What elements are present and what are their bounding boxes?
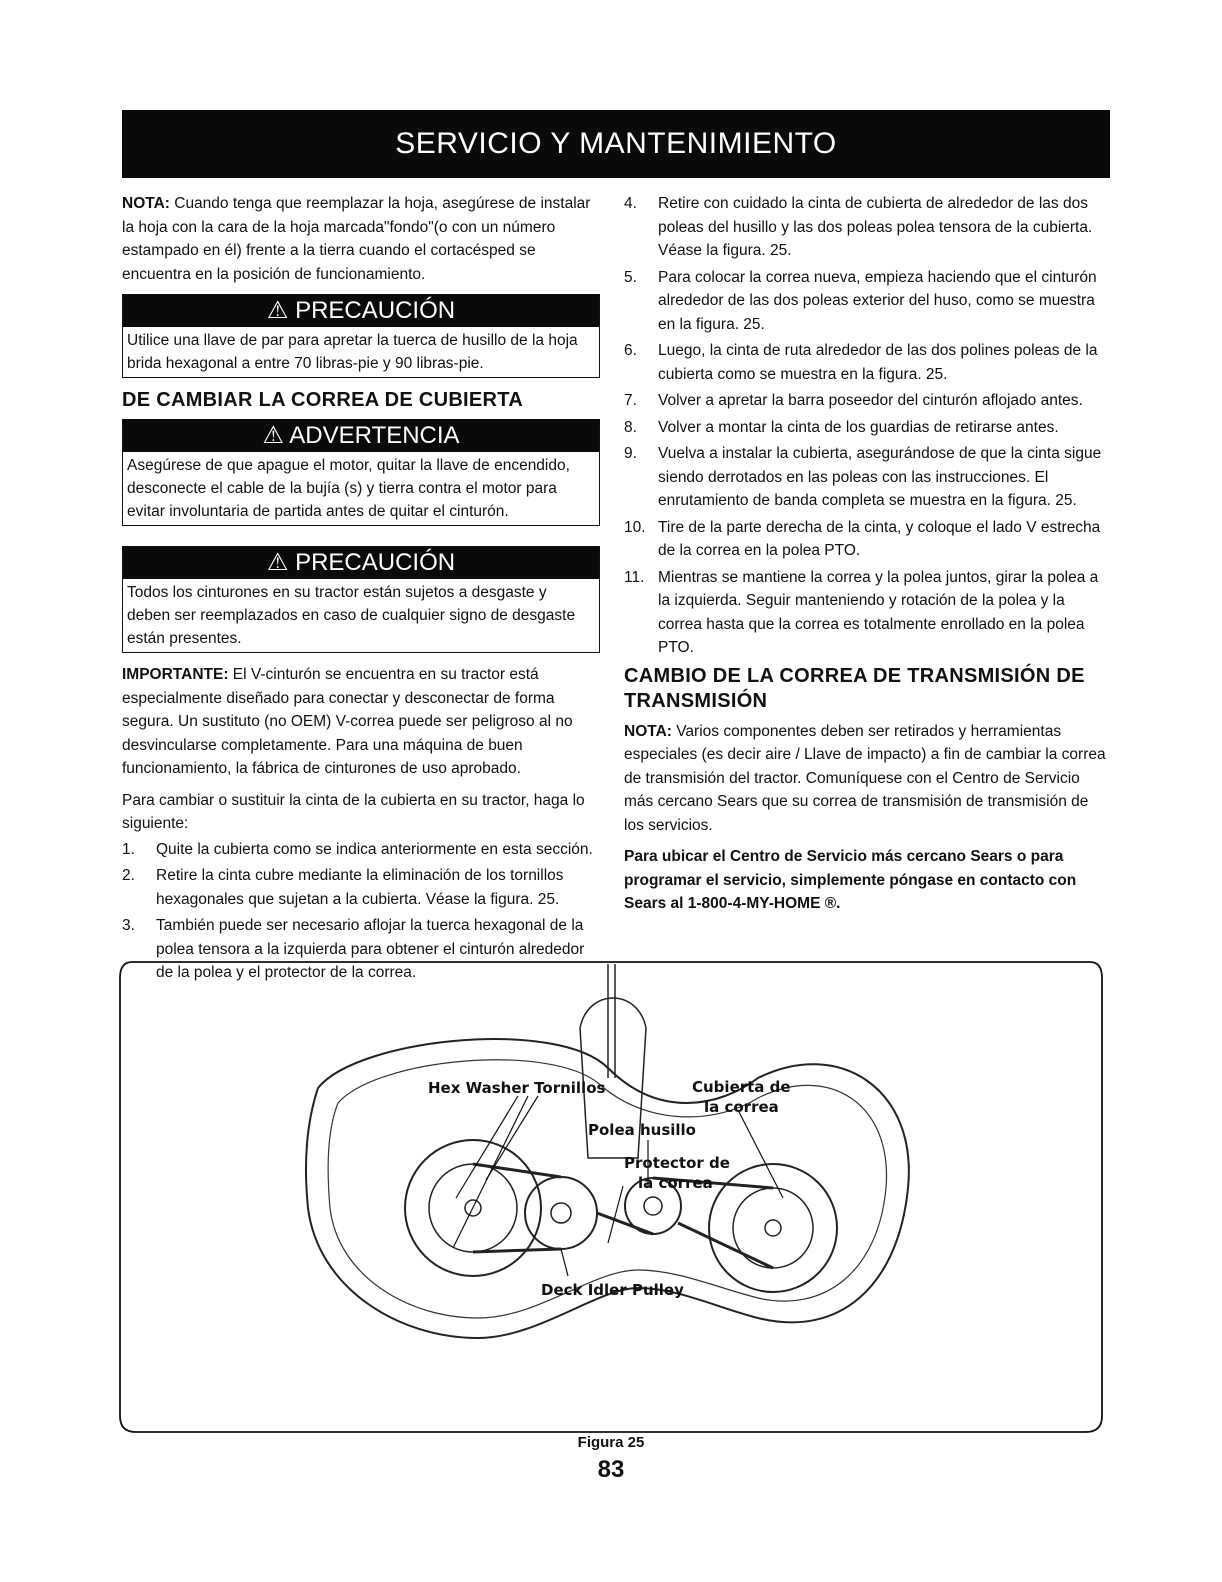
leader-line: [608, 1186, 623, 1243]
figure-caption: Figura 25: [577, 1434, 645, 1451]
important-label: IMPORTANTE:: [122, 666, 229, 683]
section-heading-deck-belt: DE CAMBIAR LA CORREA DE CUBIERTA: [122, 389, 524, 411]
page-number: 83: [597, 1456, 625, 1483]
list-item: 2. Retire la cinta cubre mediante la eliminación de los tornillos hexagonales que sujetan a la cubierta. Véase la figura. 25.: [122, 867, 564, 908]
list-item: 3. También puede ser necesario aflojar la tuerca hexagonal de la polea tensora a la izquierda para obtener el cinturón alrededor de la polea y el protector de la correa.: [122, 917, 585, 981]
note-text: Cuando tenga que reemplazar la hoja, asegúrese de instalar la hoja con la cara de la hoja marcada"fondo"(o con un número estampado en él) frente a la tierra cuando el cortacésped se encuentra en la posición de funcionamiento.: [122, 195, 591, 283]
caution-box-1: [122, 294, 600, 378]
list-item: 4. Retire con cuidado la cinta de cubierta de alrededor de las dos poleas del husillo y las dos poleas polea tensora de la cubierta. Véase la figura. 25.: [624, 195, 1093, 259]
idler-hub-left: [551, 1203, 571, 1223]
warning-text: Asegúrese de que apague el motor, quitar la llave de encendido, desconecte el cable de la bujía (s) y tierra contra el motor para evitar involuntaria de partida antes de quitar el cinturón.: [127, 457, 570, 520]
note-label: NOTA:: [624, 722, 672, 740]
idler-pulley-left: [525, 1177, 597, 1249]
caution-title-2: ⚠ PRECAUCIÓN: [123, 547, 599, 579]
section-banner: SERVICIO Y MANTENIMIENTO: [122, 110, 1110, 178]
label-protector-2: la correa: [638, 1174, 713, 1192]
list-item: 7. Volver a apretar la barra poseedor del cinturón aflojado antes.: [624, 392, 1083, 409]
important-text: El V-cinturón se encuentra en su tractor está especialmente diseñado para conectar y desconectar de forma segura. Un sustituto (no OEM) V-correa puede ser peligroso al no desvincularse completamente. Para una máquina de buen funcionamiento, la fábrica de cinturones de uso aprobado.: [122, 666, 573, 777]
label-hex-washer: Hex Washer Tornillos: [428, 1079, 606, 1097]
label-cubierta-1: Cubierta de: [692, 1078, 791, 1096]
intro-paragraph: Para cambiar o sustituir la cinta de la cubierta en su tractor, haga lo siguiente:: [122, 791, 585, 832]
note-text: Varios componentes deben ser retirados y herramientas especiales (es decir aire / Llave de impacto) a fin de cambiar la correa de transmisión del tractor. Comuníquese con el Centro de Servicio más cercano Sears que su correa de transmisión de transmisión de los servicios.: [624, 722, 1106, 834]
section-heading-drive-belt: CAMBIO DE LA CORREA DE TRANSMISIÓN DE TRANSMISIÓN: [624, 664, 1085, 712]
list-item: 10. Tire de la parte derecha de la cinta, y coloque el lado V estrecha de la correa en la polea PTO.: [624, 518, 1101, 559]
steps-list-right: [624, 192, 1110, 660]
label-protector-1: Protector de: [624, 1154, 730, 1172]
list-item: 9. Vuelva a instalar la cubierta, asegurándose de que la cinta sigue siendo derrotados en las poleas con las instrucciones. El enrutamiento de banda completa se muestra en la figura. 25.: [624, 445, 1102, 509]
note-paragraph: [122, 192, 600, 286]
list-item: 5. Para colocar la correa nueva, empieza haciendo que el cinturón alrededor de las dos poleas exterior del huso, como se muestra en la figura. 25.: [624, 268, 1097, 333]
label-polea-husillo: Polea husillo: [588, 1121, 696, 1139]
caution-text-1: Utilice una llave de par para apretar la tuerca de husillo de la hoja brida hexagonal a entre 70 libras-pie y 90 libras-pie.: [127, 332, 578, 372]
leader-line: [561, 1249, 568, 1276]
center-pulley-hub: [644, 1197, 662, 1215]
warning-box: [122, 419, 600, 526]
contact-paragraph: Para ubicar el Centro de Servicio más cercano Sears o para programar el servicio, simplemente póngase en contacto con Sears al 1-800-4-MY-HOME ®.: [624, 848, 1077, 912]
warning-title: ⚠ ADVERTENCIA: [123, 420, 599, 452]
label-idler-pulley: Deck Idler Pulley: [541, 1281, 684, 1299]
note-paragraph-right: [624, 720, 1110, 838]
deck-belt: [473, 1164, 773, 1268]
list-item: 1. Quite la cubierta como se indica anteriormente en esta sección.: [122, 840, 593, 858]
label-cubierta-2: la correa: [704, 1098, 779, 1116]
right-column: [624, 192, 1110, 924]
figure-frame: [120, 962, 1102, 1432]
left-column: [122, 192, 600, 988]
leader-line: [486, 1096, 538, 1180]
right-spindle-hub: [765, 1220, 781, 1236]
list-item: 6. Luego, la cinta de ruta alrededor de las dos polines poleas de la cubierta como se muestra en la figura. 25.: [624, 342, 1098, 383]
caution-box-2: [122, 546, 600, 653]
figure-25: [118, 958, 1104, 1436]
mower-deck-inner: [328, 1060, 886, 1318]
important-paragraph: [122, 663, 600, 781]
caution-text-2: Todos los cinturones en su tractor están sujetos a desgaste y deben ser reemplazados en caso de cualquier signo de desgaste están presentes.: [127, 584, 576, 647]
deck-belt-diagram: [118, 958, 1104, 1436]
note-label: NOTA:: [122, 195, 170, 212]
list-item: 11. Mientras se mantiene la correa y la polea juntos, girar la polea a la izquierda. Seguir manteniendo y rotación de la polea y la correa hasta que la correa es totalmente enrollado en la polea PTO.: [624, 568, 1099, 656]
caution-title-1: ⚠ PRECAUCIÓN: [123, 295, 599, 327]
list-item: 8. Volver a montar la cinta de los guardias de retirarse antes.: [624, 418, 1059, 436]
